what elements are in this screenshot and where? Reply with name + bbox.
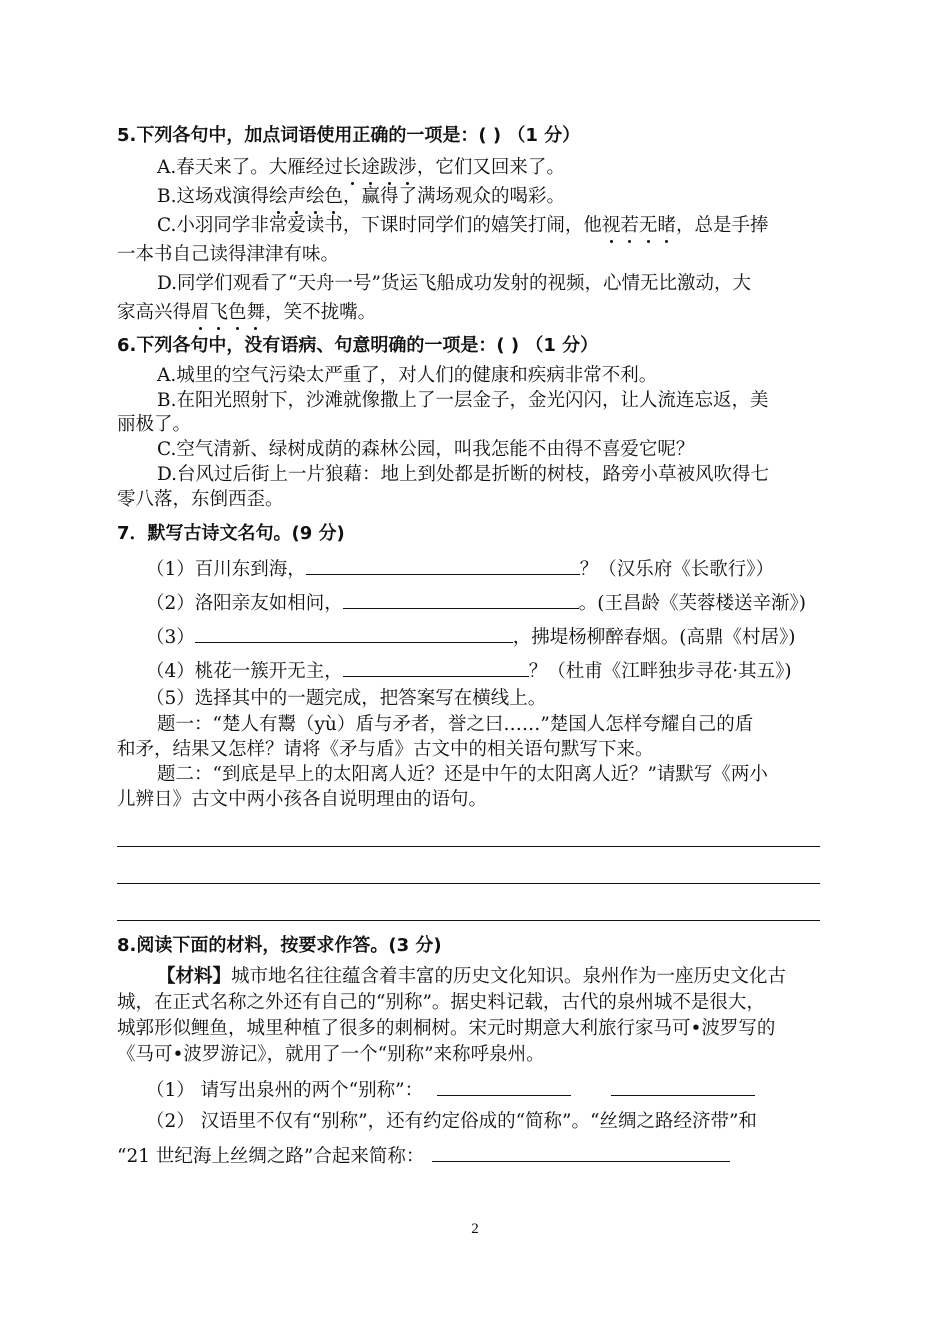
q7-topic-1-line2: 和矛，结果又怎样？请将《矛与盾》古文中的相关语句默写下来。 [117, 739, 654, 760]
q7-item-1-text: （1）百川东到海， [146, 559, 306, 580]
emphasis-char: 无 [639, 213, 658, 239]
q7-item-2 [146, 590, 806, 617]
q5-a-before: A.春天来了。大雁经过 [157, 157, 343, 178]
q5-b-dotted-word [269, 186, 343, 207]
q6-title: 6.下列各句中，没有语病、句意明确的一项是：( ) （1 分） [117, 335, 599, 356]
q5-c-dotted-word [602, 215, 676, 236]
q7-item-1-source: ？（汉乐府《长歌行》） [579, 559, 775, 580]
q5-option-d-line1: D.同学们观看了“天舟一号”货运飞船成功发射的视频，心情无比激动，大 [157, 273, 751, 294]
emphasis-char: 跋 [380, 155, 399, 181]
emphasis-char: 若 [620, 213, 639, 239]
q8-material-label: 【材料】 [157, 966, 232, 987]
q5-c-after: ，总是手捧 [675, 215, 769, 236]
q8-material-line3: 城郭形似鲤鱼，城里种植了很多的刺桐树。宋元时期意大利旅行家马可•波罗写的 [117, 1018, 776, 1039]
q8-sub-1 [146, 1077, 755, 1104]
q5-option-c-line1 [157, 213, 768, 239]
q8-sub-2-line1: （2） 汉语里不仅有“别称”，还有约定俗成的“简称”。“丝绸之路经济带”和 [146, 1111, 757, 1132]
emphasis-char: 睹 [657, 213, 676, 239]
q5-option-a [157, 155, 565, 181]
q7-topic-2-line1: 题二：“到底是早上的太阳离人近？还是中午的太阳离人近？”请默写《两小 [157, 764, 768, 785]
q6-option-d-line1: D.台风过后街上一片狼藉：地上到处都是折断的树枝，路旁小草被风吹得七 [157, 464, 770, 485]
emphasis-char: 飞 [210, 300, 229, 326]
q5-d-dotted-word [191, 302, 265, 323]
emphasis-char: 色 [325, 184, 344, 210]
q7-item-4-text: （4）桃花一簇开无主， [146, 661, 343, 682]
q8-material-text-1: 城市地名往往蕴含着丰富的历史文化知识。泉州作为一座历史文化古 [231, 966, 787, 987]
q8-sub-1-blank-a[interactable] [437, 1077, 571, 1096]
emphasis-char: 途 [361, 155, 380, 181]
emphasis-char: 视 [602, 213, 621, 239]
q7-item-1-blank[interactable] [306, 556, 580, 575]
q7-topic-2-line2: 儿辨日》古文中两小孩各自说明理由的语句。 [117, 789, 488, 810]
q7-item-4-source: ？（杜甫《江畔独步寻花·其五》) [528, 661, 792, 682]
q8-sub-2-text: “21 世纪海上丝绸之路”合起来简称： [117, 1146, 425, 1167]
emphasis-char: 眉 [191, 300, 210, 326]
q5-option-d-line2 [117, 300, 376, 326]
q8-title: 8.阅读下面的材料，按要求作答。(3 分) [117, 935, 442, 956]
q7-item-2-blank[interactable] [343, 590, 579, 609]
emphasis-char: 绘 [269, 184, 288, 210]
q5-a-after: ，它们又回来了。 [416, 157, 565, 178]
q5-d-after: ，笑不拢嘴。 [265, 302, 377, 323]
q7-item-3-source: ，拂堤杨柳醉春烟。(高鼎《村居》) [512, 627, 796, 648]
page-number: 2 [471, 1221, 479, 1237]
q8-material-line2: 城，在正式名称之外还有自己的“别称”。据史料记载，古代的泉州城不是很大， [117, 992, 765, 1013]
q5-option-c-line2: 一本书自己读得津津有味。 [117, 244, 340, 265]
q8-sub-1-blank-b[interactable] [611, 1077, 755, 1096]
q7-topic-1-line1: 题一：“楚人有鬻（yù）盾与矛者，誉之曰……”楚国人怎样夸耀自己的盾 [157, 714, 754, 735]
q6-option-d-line2: 零八落，东倒西歪。 [117, 489, 284, 510]
answer-line-3[interactable] [117, 920, 820, 921]
q5-a-dotted-word [343, 157, 417, 178]
q7-item-3-blank[interactable] [195, 624, 513, 643]
q7-item-4 [146, 658, 792, 685]
q7-title: 7．默写古诗文名句。(9 分) [117, 523, 345, 544]
q5-d-before: 家高兴得 [117, 302, 192, 323]
q5-b-after: ，赢得了满场观众的喝彩。 [343, 186, 566, 207]
emphasis-char: 舞 [247, 300, 266, 326]
q6-option-c: C.空气清新、绿树成荫的森林公园，叫我怎能不由得不喜爱它呢？ [157, 439, 695, 460]
emphasis-char: 声 [288, 184, 307, 210]
q6-option-b-line2: 丽极了。 [117, 414, 192, 435]
q5-option-b [157, 184, 565, 210]
q8-sub-2-blank[interactable] [432, 1143, 730, 1162]
q7-item-3 [146, 624, 795, 651]
q8-material-line1 [157, 964, 786, 990]
q5-title: 5.下列各句中，加点词语使用正确的一项是：( ) （1 分） [117, 125, 581, 146]
emphasis-char: 色 [228, 300, 247, 326]
q8-material-line4: 《马可•波罗游记》，就用了一个“别称”来称呼泉州。 [117, 1044, 545, 1065]
emphasis-char: 绘 [306, 184, 325, 210]
q7-item-1 [146, 556, 774, 583]
q7-item-2-text: （2）洛阳亲友如相问， [146, 593, 343, 614]
emphasis-char: 长 [343, 155, 362, 181]
q6-option-a: A.城里的空气污染太严重了，对人们的健康和疾病非常不利。 [157, 365, 658, 386]
answer-line-2[interactable] [117, 883, 820, 884]
q8-sub-1-text: （1） 请写出泉州的两个“别称”： [146, 1080, 424, 1101]
q6-option-b-line1: B.在阳光照射下，沙滩就像撒上了一层金子，金光闪闪，让人流连忘返，美 [157, 390, 769, 411]
q7-item-4-blank[interactable] [343, 658, 529, 677]
q7-item-3-text: （3） [146, 627, 195, 648]
q7-item-2-source: 。(王昌龄《芙蓉楼送辛渐》) [578, 593, 806, 614]
q5-b-before: B.这场戏演得 [157, 186, 269, 207]
emphasis-char: 涉 [398, 155, 417, 181]
q8-sub-2-line2 [117, 1143, 730, 1170]
q5-c-before: C.小羽同学非常爱读书，下课时同学们的嬉笑打闹，他 [157, 215, 602, 236]
answer-line-1[interactable] [117, 846, 820, 847]
q7-item-5: （5）选择其中的一题完成，把答案写在横线上。 [146, 688, 547, 709]
